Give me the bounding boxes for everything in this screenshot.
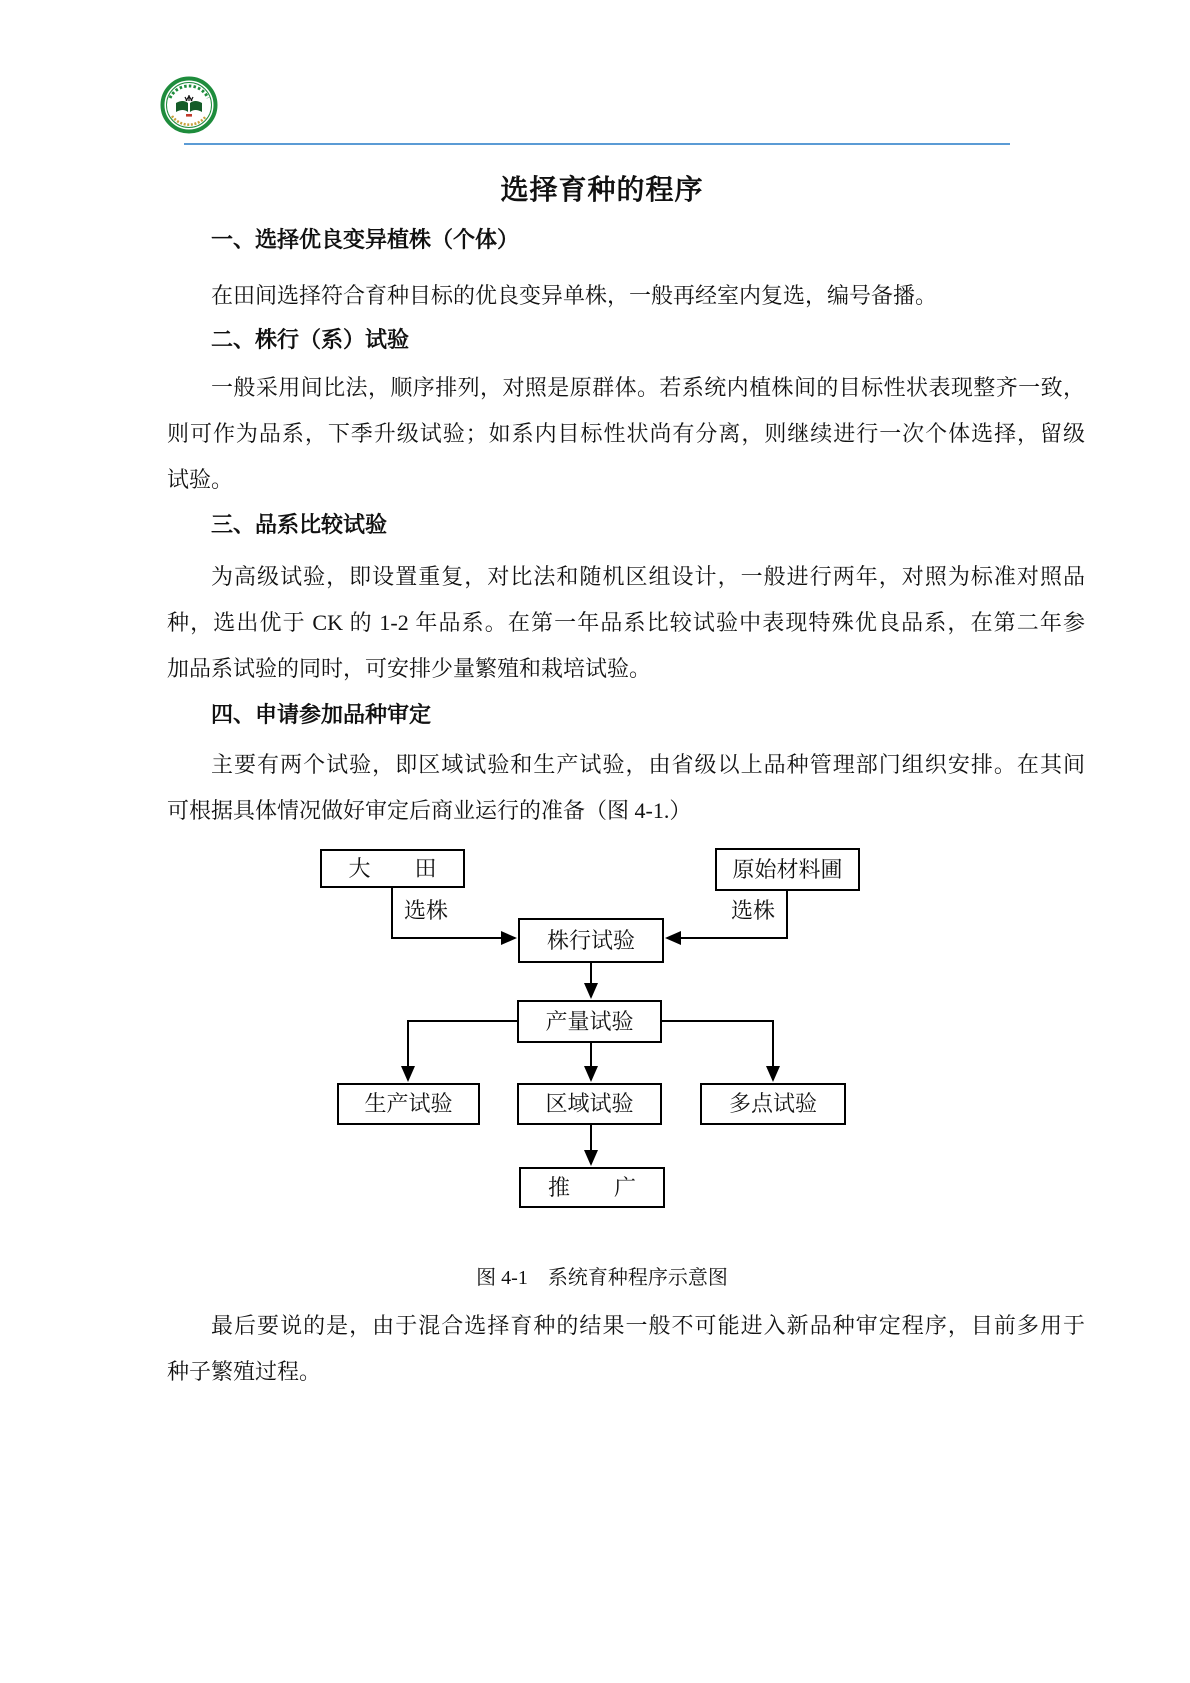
paragraph-line: 最后要说的是，由于混合选择育种的结果一般不可能进入新品种审定程序，目前多用于	[211, 1313, 1085, 1338]
paragraph-line: 为高级试验，即设置重复，对比法和随机区组设计，一般进行两年，对照为标准对照品	[211, 564, 1085, 589]
paragraph-line: 种，选出优于 CK 的 1-2 年品系。在第一年品系比较试验中表现特殊优良品系，在第二年参	[167, 610, 1085, 635]
figure-caption: 图 4-1 系统育种程序示意图	[476, 1267, 728, 1289]
edge-label-select-plants-right: 选株	[731, 898, 776, 923]
section-heading-2: 二、株行（系）试验	[211, 327, 410, 352]
header-divider-line	[184, 143, 1010, 145]
school-seal-icon	[160, 76, 218, 134]
flow-node-yield-trial: 产量试验	[517, 1000, 662, 1043]
flow-node-extension: 推 广	[519, 1167, 665, 1208]
flow-node-row-trial: 株行试验	[518, 918, 664, 963]
paragraph-1	[167, 273, 1085, 319]
flow-node-field: 大 田	[320, 849, 465, 888]
paragraph-line: 种子繁殖过程。	[167, 1359, 322, 1384]
flow-node-multisite-trial: 多点试验	[700, 1083, 846, 1125]
flow-node-production-trial: 生产试验	[337, 1083, 480, 1125]
paragraph-3	[167, 554, 1085, 692]
paragraph-line: 在田间选择符合育种目标的优良变异单株，一般再经室内复选，编号备播。	[211, 283, 938, 308]
paragraph-4	[167, 742, 1085, 834]
paragraph-line: 则可作为品系，下季升级试验；如系内目标性状尚有分离，则继续进行一次个体选择，留级	[167, 421, 1085, 446]
section-heading-1: 一、选择优良变异植株（个体）	[211, 227, 520, 252]
section-heading-3: 三、品系比较试验	[211, 512, 388, 537]
closing-paragraph	[167, 1303, 1085, 1395]
paragraph-line: 一般采用间比法，顺序排列，对照是原群体。若系统内植株间的目标性状表现整齐一致，	[211, 375, 1085, 400]
paragraph-line: 加品系试验的同时，可安排少量繁殖和栽培试验。	[167, 656, 652, 681]
flow-node-regional-trial: 区域试验	[517, 1083, 662, 1125]
section-heading-4: 四、申请参加品种审定	[211, 702, 432, 727]
paragraph-2	[167, 365, 1085, 503]
paragraph-line: 试验。	[167, 467, 234, 492]
flow-node-original-material-nursery: 原始材料圃	[715, 848, 860, 891]
figure-flowchart	[300, 840, 880, 1220]
page-title: 选择育种的程序	[500, 174, 704, 205]
paragraph-line: 主要有两个试验，即区域试验和生产试验，由省级以上品种管理部门组织安排。在其间	[211, 752, 1085, 777]
edge-label-select-plants-left: 选株	[404, 898, 449, 923]
paragraph-line: 可根据具体情况做好审定后商业运行的准备（图 4-1.）	[167, 798, 692, 823]
